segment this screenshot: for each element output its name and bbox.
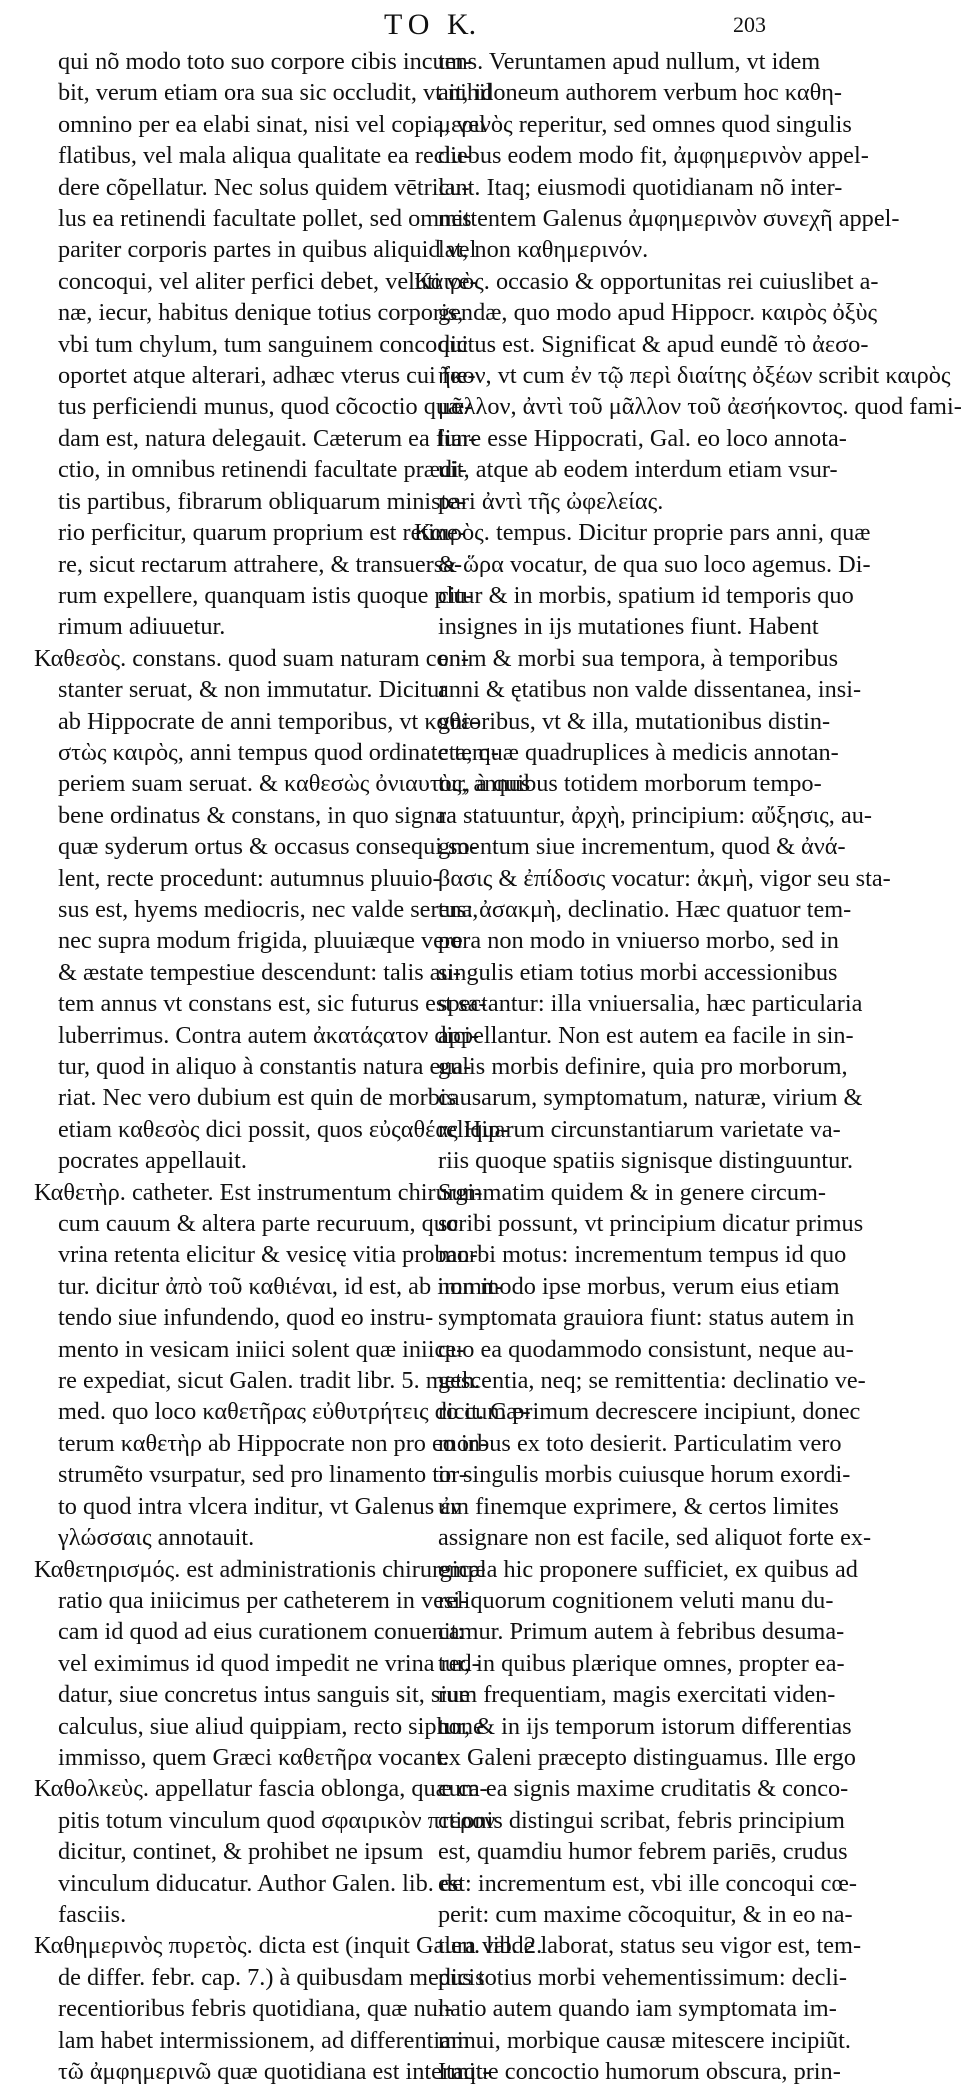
text-line: empla hic proponere sufficiet, ex quibus ad bbox=[438, 1555, 858, 1583]
text-line: citur & in morbis, spatium id temporis quo bbox=[438, 581, 854, 609]
text-line: tur, in quibus plærique omnes, propter ea- bbox=[438, 1649, 845, 1677]
text-line: cum ea signis maxime cruditatis & conco- bbox=[438, 1775, 849, 1803]
text-line: in singulis morbis cuiusque horum exordi- bbox=[438, 1461, 851, 1489]
text-line: causarum, symptomatum, naturæ, virium & bbox=[438, 1084, 863, 1112]
text-line: βασις & ἐπίδοσις vocatur: ἀκμὴ, vigor seu sta- bbox=[438, 864, 891, 892]
text-line: tis partibus, fibrarum obliquarum ministe- bbox=[58, 487, 467, 515]
text-line: rio perficitur, quarum proprium est retine- bbox=[58, 519, 466, 547]
text-line: periem suam seruat. & καθεσὼς ὀνιαυτὸς, annus bbox=[58, 770, 531, 798]
text-line: rum expellere, quanquam istis quoque plu- bbox=[58, 581, 474, 609]
entry-headword-line: Καθολκεὺς. appellatur fascia oblonga, quæ ca- bbox=[34, 1775, 488, 1803]
text-line: ctionis distingui scribat, febris principium bbox=[438, 1806, 845, 1834]
text-line: non modo ipse morbus, verum eius etiam bbox=[438, 1272, 840, 1300]
text-line: gescentia, neq; se remittentia: declinatio ve- bbox=[438, 1367, 866, 1395]
text-line: & æstate tempestiue descendunt: talis au- bbox=[58, 958, 461, 986]
text-line: tus perficiendi munus, quod cõcoctio quæ- bbox=[58, 393, 473, 421]
text-line: datur, siue concretus intus sanguis sit, siue bbox=[58, 1681, 471, 1709]
text-line: tus: ἀσακμὴ, declinatio. Hæc quatuor tem- bbox=[438, 895, 852, 923]
text-line: μερινὸς reperitur, sed omnes quod singulis bbox=[438, 110, 852, 138]
text-line: gmentum siue incrementum, quod & ἀνά- bbox=[438, 833, 846, 861]
text-line: concoqui, vel aliter perfici debet, veluti ve- bbox=[58, 267, 478, 295]
right-text-column bbox=[414, 46, 962, 2087]
text-line: tem annus vt constans est, sic futurus est sa- bbox=[58, 990, 487, 1018]
text-line: ab Hippocrate de anni temporibus, vt καθε- bbox=[58, 707, 480, 735]
text-line: ait, idoneum authorem verbum hoc καθη- bbox=[438, 79, 843, 107]
text-line: vel eximimus id quod impedit ne vrina red- bbox=[58, 1649, 480, 1677]
text-line: tendo siue infundendo, quod eo instru- bbox=[58, 1304, 434, 1332]
text-line: sus est, hyems mediocris, nec valde serena, bbox=[58, 895, 479, 923]
text-line: med. quo loco καθετῆρας εὐθυτρήτεις dicit. Cæ- bbox=[58, 1398, 531, 1426]
text-line: calculus, siue aliud quippiam, recto siphone bbox=[58, 1712, 484, 1740]
text-line: cta, quæ quadruplices à medicis annotan- bbox=[438, 738, 839, 766]
text-line: symptomata grauiora fiunt: status autem in bbox=[438, 1304, 855, 1332]
text-line: tur. dicitur ἀπὸ τοῦ καθιέναι, id est, ab immit- bbox=[58, 1272, 504, 1300]
entry-headword-line: Καιρὸς. occasio & opportunitas rei cuiuslibet a- bbox=[414, 267, 879, 295]
text-line: anni & ętatibus non valde dissentanea, insi- bbox=[438, 676, 862, 704]
text-line: vbi tum chylum, tum sanguinem concoqui bbox=[58, 330, 469, 358]
page-header bbox=[0, 6, 800, 50]
text-line: pora non modo in vniuerso morbo, sed in bbox=[438, 927, 839, 955]
text-line: στὼς καιρὸς, anni tempus quod ordinate tem- bbox=[58, 738, 499, 766]
text-line: Summatim quidem & in genere circum- bbox=[438, 1178, 826, 1206]
text-line: ctio, in omnibus retinendi facultate prædi- bbox=[58, 456, 467, 484]
text-line: reliquarum circunstantiarum varietate va- bbox=[438, 1115, 841, 1143]
text-line: lam habet intermissionem, ad differentiam bbox=[58, 2026, 470, 2054]
text-line: reliquorum cognitionem veluti manu du- bbox=[438, 1586, 834, 1614]
text-line: est, quamdiu humor febrem pariēs, crudus bbox=[438, 1838, 848, 1866]
text-line: perit: cum maxime cõcoquitur, & in eo na- bbox=[438, 1900, 853, 1928]
left-text-column bbox=[34, 46, 543, 2087]
text-line: τῶ ἀμφημερινῶ quæ quotidiana est intermit- bbox=[58, 2058, 491, 2085]
page-number: 203 bbox=[733, 12, 766, 37]
text-line: recentioribus febris quotidiana, quæ nul- bbox=[58, 1995, 453, 2023]
text-line: diebus eodem modo fit, ἀμφημερινὸν appel- bbox=[438, 142, 869, 170]
text-line: gulis morbis definire, quia pro morborum, bbox=[438, 1053, 848, 1080]
text-line: to quod intra vlcera inditur, vt Galenus ἐν bbox=[58, 1492, 462, 1520]
text-line: pari ἀντὶ τῆς ὠφελείας. bbox=[438, 487, 664, 515]
text-line: ex Galeni præcepto distinguamus. Ille ergo bbox=[438, 1743, 856, 1771]
text-line: pus totius morbi vehementissimum: decli- bbox=[438, 1963, 847, 1991]
text-line: lat, non καθημερινόν. bbox=[438, 236, 649, 264]
text-line: camur. Primum autem à febribus desuma- bbox=[438, 1618, 845, 1646]
text-line: dictus est. Significat & apud eundẽ τὸ ἀεσο- bbox=[438, 330, 869, 358]
text-line: dere cõpellatur. Nec solus quidem vētricu- bbox=[58, 173, 470, 201]
text-line: bene ordinatus & constans, in quo signa bbox=[58, 801, 447, 829]
text-line: rimum adiuuetur. bbox=[58, 613, 226, 641]
text-line: etiam καθεσὸς dici possit, quos εὐςαθέας Hip- bbox=[58, 1115, 509, 1143]
text-line: tur, à quibus totidem morborum tempo- bbox=[438, 770, 822, 798]
text-line: lus ea retinendi facultate pollet, sed omnes bbox=[58, 205, 472, 233]
text-line: rum frequentiam, magis exercitati viden- bbox=[438, 1681, 836, 1709]
text-line: bit, verum etiam ora sua sic occludit, vt nihil bbox=[58, 79, 493, 107]
text-line: natio autem quando iam symptomata im- bbox=[438, 1995, 837, 2023]
text-line: ratio qua iniicimus per catheterem in vesi- bbox=[58, 1586, 469, 1614]
text-line: & ὥρα vocatur, de qua suo loco agemus. Di- bbox=[438, 550, 871, 578]
text-line: immisso, quem Græci καθετῆρα vocant. bbox=[58, 1743, 449, 1771]
text-line: terum καθετὴρ ab Hippocrate non pro eo in- bbox=[58, 1429, 489, 1457]
running-head-left: TO bbox=[384, 8, 436, 41]
text-line: fasciis. bbox=[58, 1900, 127, 1928]
text-line: vrina retenta elicitur & vesicę vitia proban- bbox=[58, 1241, 478, 1269]
text-line: um finemque exprimere, & certos limites bbox=[438, 1492, 839, 1520]
text-line: tura valde laborat, status seu vigor est, tem- bbox=[438, 1932, 862, 1960]
text-line: ro cum primum decrescere incipiunt, donec bbox=[438, 1398, 861, 1426]
text-line: morbi motus: incrementum tempus id quo bbox=[438, 1241, 847, 1269]
text-line: oportet atque alterari, adhæc vterus cui fœ- bbox=[58, 362, 476, 390]
text-line: cum cauum & altera parte recuruum, quo bbox=[58, 1210, 459, 1238]
text-line: strumẽto vsurpatur, sed pro linamento tor- bbox=[58, 1461, 467, 1489]
text-line: scribi possunt, vt principium dicatur primus bbox=[438, 1210, 864, 1238]
text-line: appellantur. Non est autem ea facile in sin- bbox=[438, 1021, 854, 1049]
text-line: tur, & in ijs temporum istorum differentias bbox=[438, 1712, 852, 1740]
text-line: re expediat, sicut Galen. tradit libr. 5. meth. bbox=[58, 1367, 481, 1395]
text-line: dam est, natura delegauit. Cæterum ea fun- bbox=[58, 424, 477, 452]
entry-headword-line: Καθετὴρ. catheter. Est instrumentum chirurgi- bbox=[34, 1178, 483, 1206]
text-line: minui, morbique causæ mitescere incipiũt. bbox=[438, 2026, 851, 2054]
text-line: qui nõ modo toto suo corpore cibis incum- bbox=[58, 48, 472, 75]
text-line: pitis totum vinculum quod σφαιρικὸν πτερον bbox=[58, 1806, 496, 1834]
text-line: riis quoque spatiis signisque distinguuntur. bbox=[438, 1147, 854, 1175]
text-line: vinculum diducatur. Author Galen. lib. de bbox=[58, 1869, 463, 1897]
text-line: uit, atque ab eodem interdum etiam vsur- bbox=[438, 456, 838, 484]
text-line: morbus ex toto desierit. Particulatim vero bbox=[438, 1429, 842, 1457]
text-line: pariter corporis partes in quibus aliquid vel bbox=[58, 236, 477, 264]
text-line: gendæ, quo modo apud Hippocr. καιρὸς ὀξὺς bbox=[438, 299, 878, 327]
entry-headword-line: Καιρὸς. tempus. Dicitur proprie pars anni, quæ bbox=[414, 519, 871, 547]
text-line: omnino per ea elabi sinat, nisi vel copia, vel bbox=[58, 110, 486, 138]
text-line: quæ syderum ortus & occasus consequi so- bbox=[58, 833, 478, 861]
entry-headword-line: Καθημερινὸς πυρετὸς. dicta est (inquit Galen. lib. 2. bbox=[34, 1932, 543, 1960]
text-line: tur, quod in aliquo à constantis natura eua- bbox=[58, 1053, 472, 1080]
text-line: lent, recte procedunt: autumnus pluuio- bbox=[58, 864, 441, 892]
text-line: mittentem Galenus ἀμφημερινὸν συνεχῆ appel- bbox=[438, 205, 900, 233]
text-line: pocrates appellauit. bbox=[58, 1147, 247, 1175]
text-line: γλώσσαις annotauit. bbox=[58, 1524, 255, 1552]
text-line: flatibus, vel mala aliqua qualitate ea reclu- bbox=[58, 142, 472, 170]
text-line: mento in vesicam iniici solent quæ iniice- bbox=[58, 1335, 465, 1363]
running-head-right: K. bbox=[447, 8, 477, 41]
text-line: liare esse Hippocrati, Gal. eo loco annota- bbox=[438, 424, 847, 452]
text-line: ῆκον, vt cum ἐν τῷ περὶ διαίτης ὀξέων scribit καιρὸς bbox=[438, 362, 951, 390]
text-line: stanter seruat, & non immutatur. Dicitur bbox=[58, 676, 448, 704]
text-line: tens. Veruntamen apud nullum, vt idem bbox=[438, 48, 821, 75]
text-line: singulis etiam totius morbi accessionibus bbox=[438, 958, 838, 986]
entry-headword-line: Καθεσὸς. constans. quod suam naturam con- bbox=[34, 644, 469, 672]
text-line: de differ. febr. cap. 7.) à quibusdam medicis bbox=[58, 1963, 485, 1991]
text-line: nec supra modum frigida, pluuiæque vere bbox=[58, 927, 463, 955]
text-line: est: incrementum est, vbi ille concoqui cœ- bbox=[438, 1869, 858, 1897]
text-line: ra statuuntur, ἀρχὴ, principium: αὔξησις, au- bbox=[438, 801, 872, 829]
text-line: luberrimus. Contra autem ἀκατάςατον dici- bbox=[58, 1021, 479, 1049]
text-line: lant. Itaq; eiusmodi quotidianam nõ inter- bbox=[438, 173, 843, 201]
text-line: dicitur, continet, & prohibet ne ipsum bbox=[58, 1838, 424, 1866]
text-line: gnioribus, vt & illa, mutationibus distin- bbox=[438, 707, 831, 735]
text-line: næ, iecur, habitus denique totius corporis, bbox=[58, 299, 464, 327]
text-line: quo ea quodammodo consistunt, neque au- bbox=[438, 1335, 854, 1363]
text-line: spectantur: illa vniuersalia, hæc particularia bbox=[438, 990, 863, 1018]
text-line: μᾶλλον, ἀντὶ τοῦ μᾶλλον τοῦ ἀεσήκοντος. quod fami- bbox=[438, 393, 962, 421]
text-line: riat. Nec vero dubium est quin de morbis bbox=[58, 1084, 457, 1112]
entry-headword-line: Καθετηρισμός. est administrationis chirurgicæ bbox=[34, 1555, 486, 1583]
text-line: assignare non est facile, sed aliquot forte ex- bbox=[438, 1524, 872, 1552]
text-line: Itaque concoctio humorum obscura, prin- bbox=[438, 2058, 841, 2085]
text-line: re, sicut rectarum attrahere, & transuersa- bbox=[58, 550, 463, 578]
text-line: cam id quod ad eius curationem conuenit: bbox=[58, 1618, 465, 1646]
text-line: enim & morbi sua tempora, à temporibus bbox=[438, 644, 839, 672]
text-line: insignes in ijs mutationes fiunt. Habent bbox=[438, 613, 819, 641]
